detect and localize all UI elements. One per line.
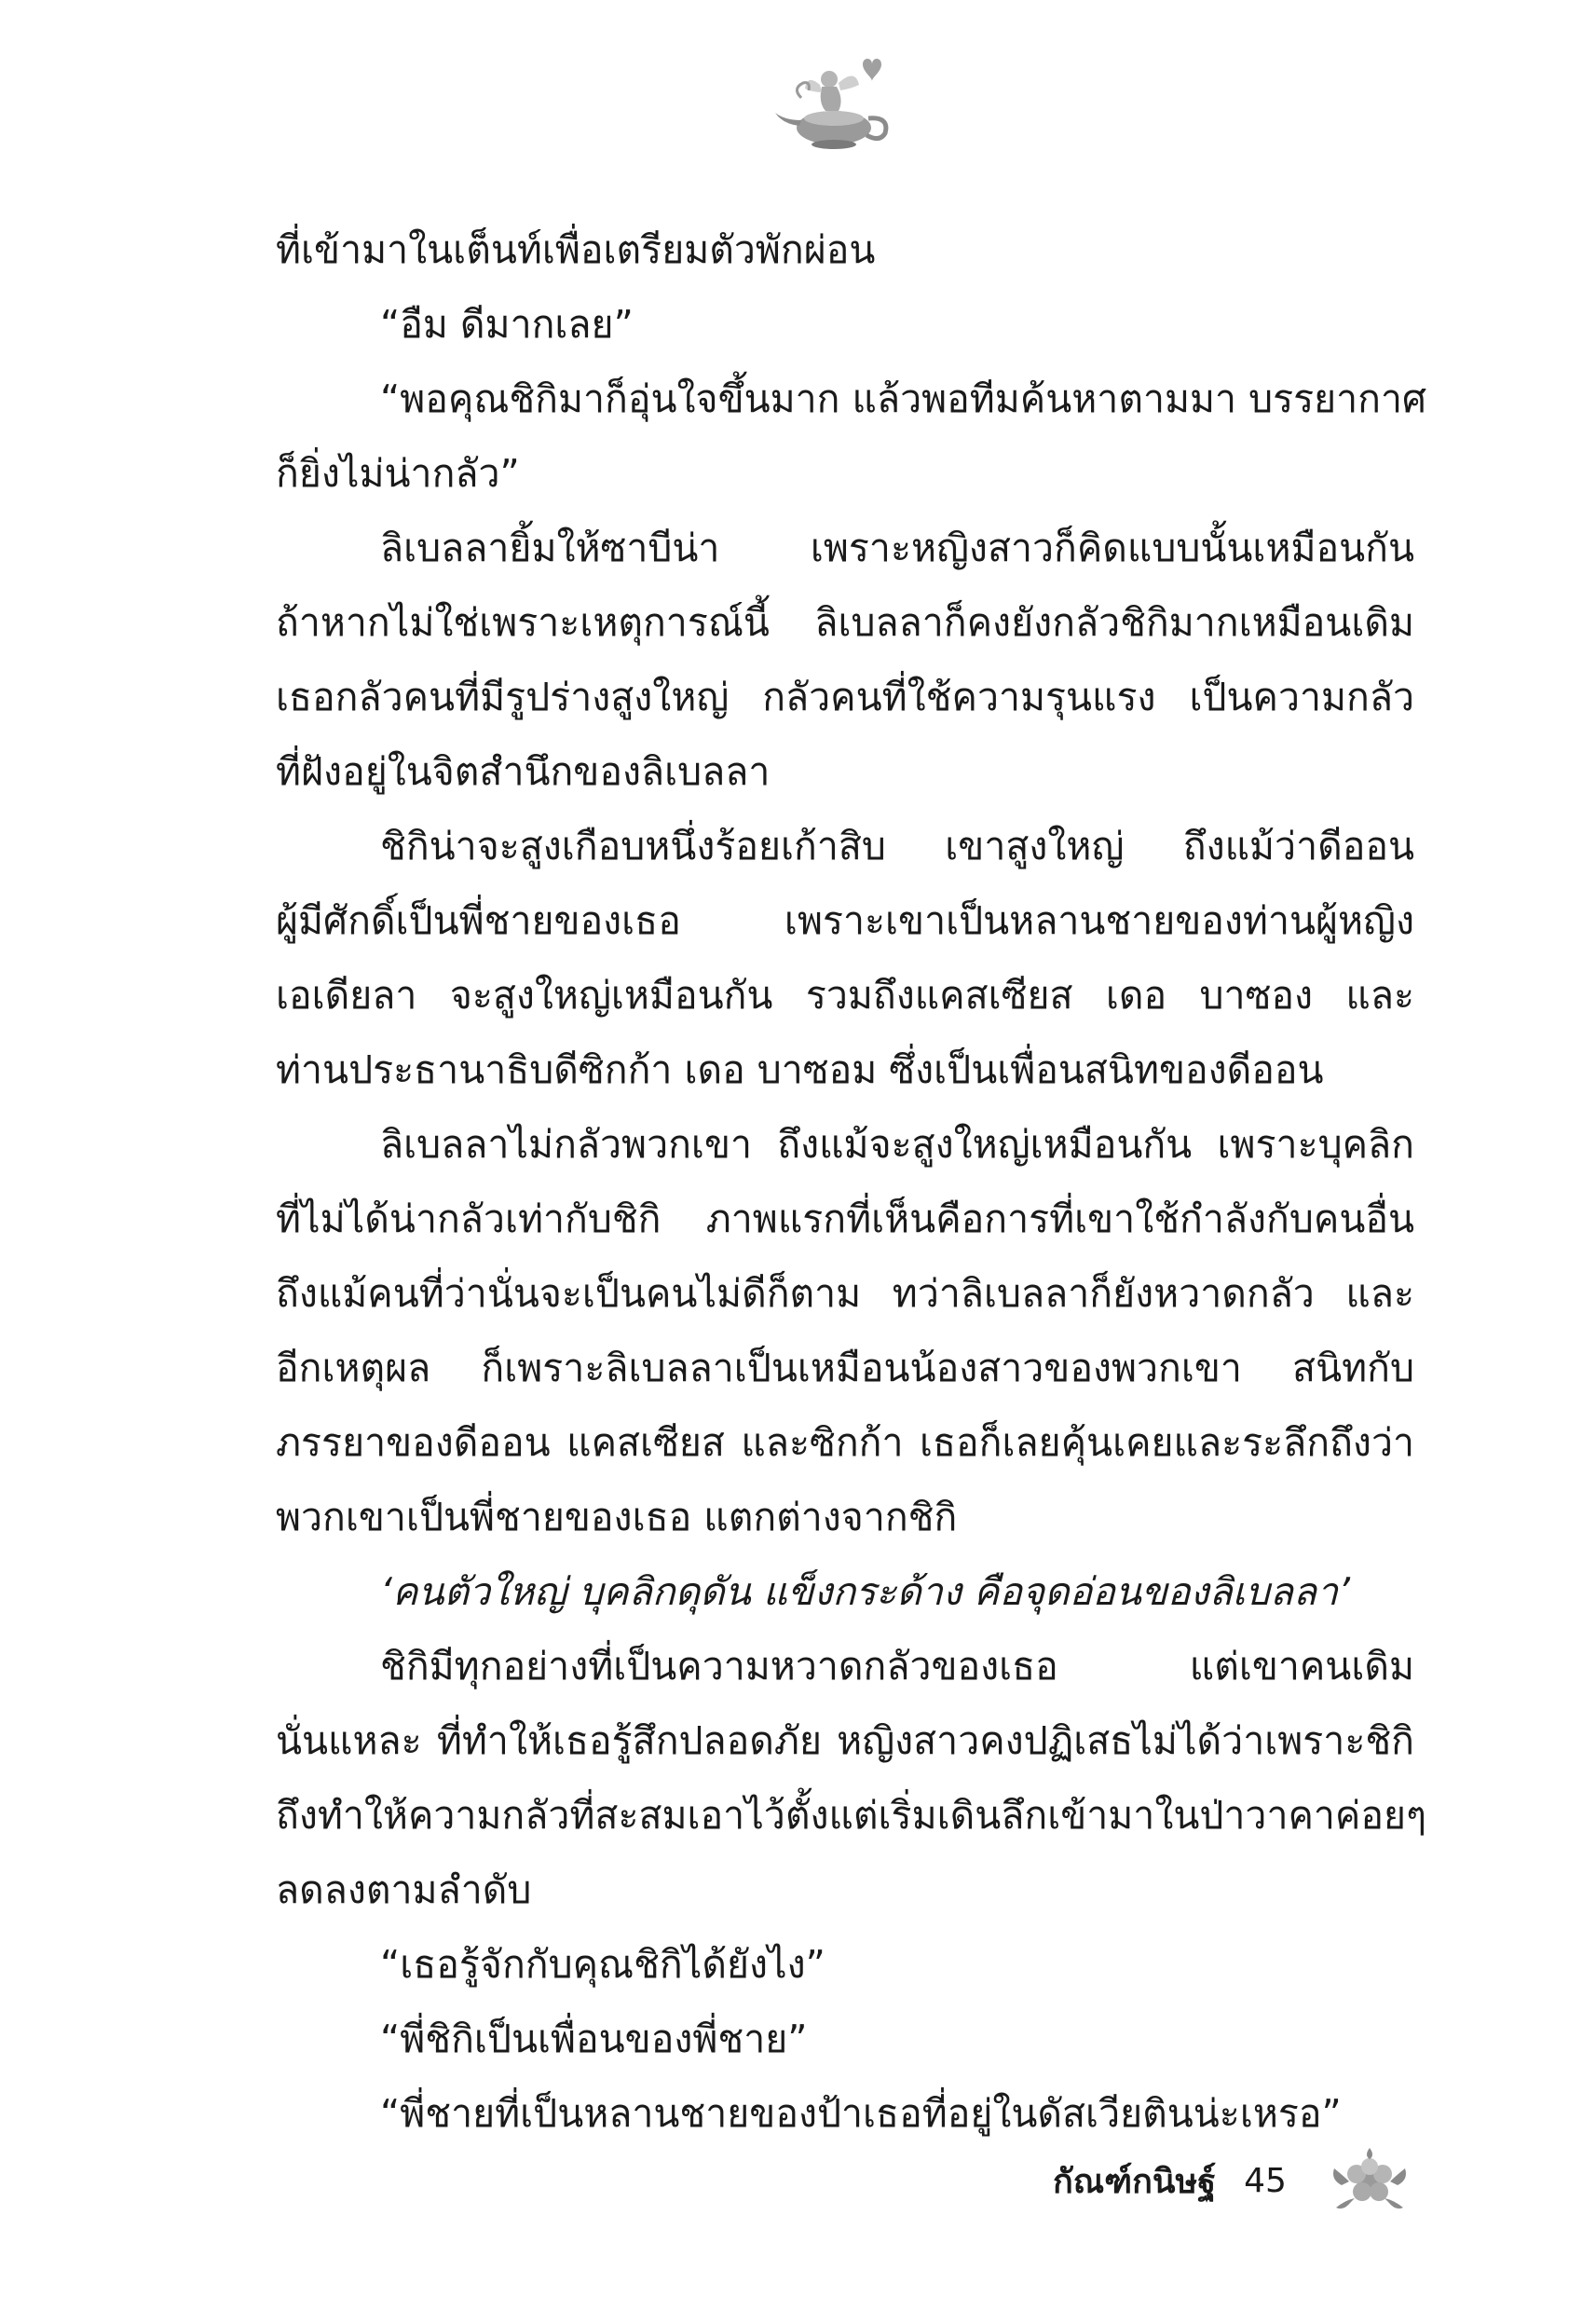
text-line: ลิเบลลายิ้มให้ซาบีน่า เพราะหญิงสาวก็คิดแบบนั้นเหมือนกัน: [380, 526, 1414, 570]
text-line: ถึงทำให้ความกลัวที่สะสมเอาไว้ตั้งแต่เริ่มเดินลึกเข้ามาในป่าวาคาค่อยๆ: [276, 1793, 1427, 1838]
text-line: ก็ยิ่งไม่น่ากลัว”: [276, 451, 520, 496]
page-footer: [1053, 2153, 1287, 2208]
text-line: ผู้มีศักดิ์เป็นพี่ชายของเธอ เพราะเขาเป็นหลานชายของท่านผู้หญิง: [276, 898, 1414, 943]
text-line: ที่ไม่ได้น่ากลัวเท่ากับชิกิ ภาพแรกที่เห็นคือการที่เขาใช้กำลังกับคนอื่น: [276, 1197, 1414, 1241]
text-line: ‘คนตัวใหญ่ บุคลิกดุดัน แข็งกระด้าง คือจุดอ่อนของลิเบลลา’: [380, 1569, 1351, 1614]
text-line: ที่เข้ามาในเต็นท์เพื่อเตรียมตัวพักผ่อน: [276, 227, 876, 272]
text-line: พวกเขาเป็นพี่ชายของเธอ แตกต่างจากชิกิ: [276, 1495, 958, 1539]
text-line: “พี่ชิกิเป็นเพื่อนของพี่ชาย”: [380, 2017, 808, 2061]
author-name: กัณฑ์กนิษฐ์: [1053, 2162, 1217, 2201]
text-line: ถ้าหากไม่ใช่เพราะเหตุการณ์นี้ ลิเบลลาก็คงยังกลัวชิกิมากเหมือนเดิม: [276, 600, 1414, 645]
text-line: ลิเบลลาไม่กลัวพวกเขา ถึงแม้จะสูงใหญ่เหมือนกัน เพราะบุคลิก: [380, 1122, 1414, 1167]
text-line: อีกเหตุผล ก็เพราะลิเบลลาเป็นเหมือนน้องสาวของพวกเขา สนิทกับ: [276, 1346, 1414, 1390]
text-line: “พี่ชายที่เป็นหลานชายของป้าเธอที่อยู่ในดัสเวียตินน่ะเหรอ”: [380, 2091, 1342, 2136]
text-line: ถึงแม้คนที่ว่านั่นจะเป็นคนไม่ดีก็ตาม ทว่าลิเบลลาก็ยังหวาดกลัว และ: [276, 1271, 1414, 1316]
text-line: ชิกิมีทุกอย่างที่เป็นความหวาดกลัวของเธอ แต่เขาคนเดิม: [380, 1644, 1414, 1689]
cupid-teapot-ornament-icon: [764, 51, 904, 158]
page-number: 45: [1244, 2161, 1287, 2200]
text-line: เธอกลัวคนที่มีรูปร่างสูงใหญ่ กลัวคนที่ใช้ความรุนแรง เป็นความกลัว: [276, 675, 1414, 719]
text-line: ที่ฝังอยู่ในจิตสำนึกของลิเบลลา: [276, 749, 771, 794]
flower-ornament-icon: [1323, 2139, 1416, 2218]
text-line: “พอคุณชิกิมาก็อุ่นใจขึ้นมาก แล้วพอทีมค้นหาตามมา บรรยากาศ: [380, 376, 1427, 421]
text-line: ภรรยาของดีออน แคสเซียส และซิกก้า เธอก็เลยคุ้นเคยและระลึกถึงว่า: [276, 1420, 1414, 1465]
text-line: “อืม ดีมากเลย”: [380, 302, 634, 347]
text-line: ชิกิน่าจะสูงเกือบหนึ่งร้อยเก้าสิบ เขาสูงใหญ่ ถึงแม้ว่าดีออน: [380, 824, 1414, 868]
text-line: เอเดียลา จะสูงใหญ่เหมือนกัน รวมถึงแคสเซียส เดอ บาซอง และ: [276, 973, 1414, 1018]
text-line: ท่านประธานาธิบดีซิกก้า เดอ บาซอม ซึ่งเป็นเพื่อนสนิทของดีออน: [276, 1047, 1324, 1092]
text-line: ลดลงตามลำดับ: [276, 1867, 532, 1912]
text-line: “เธอรู้จักกับคุณชิกิได้ยังไง”: [380, 1942, 825, 1987]
text-line: นั่นแหละ ที่ทำให้เธอรู้สึกปลอดภัย หญิงสาวคงปฏิเสธไม่ได้ว่าเพราะชิกิ: [276, 1718, 1414, 1763]
